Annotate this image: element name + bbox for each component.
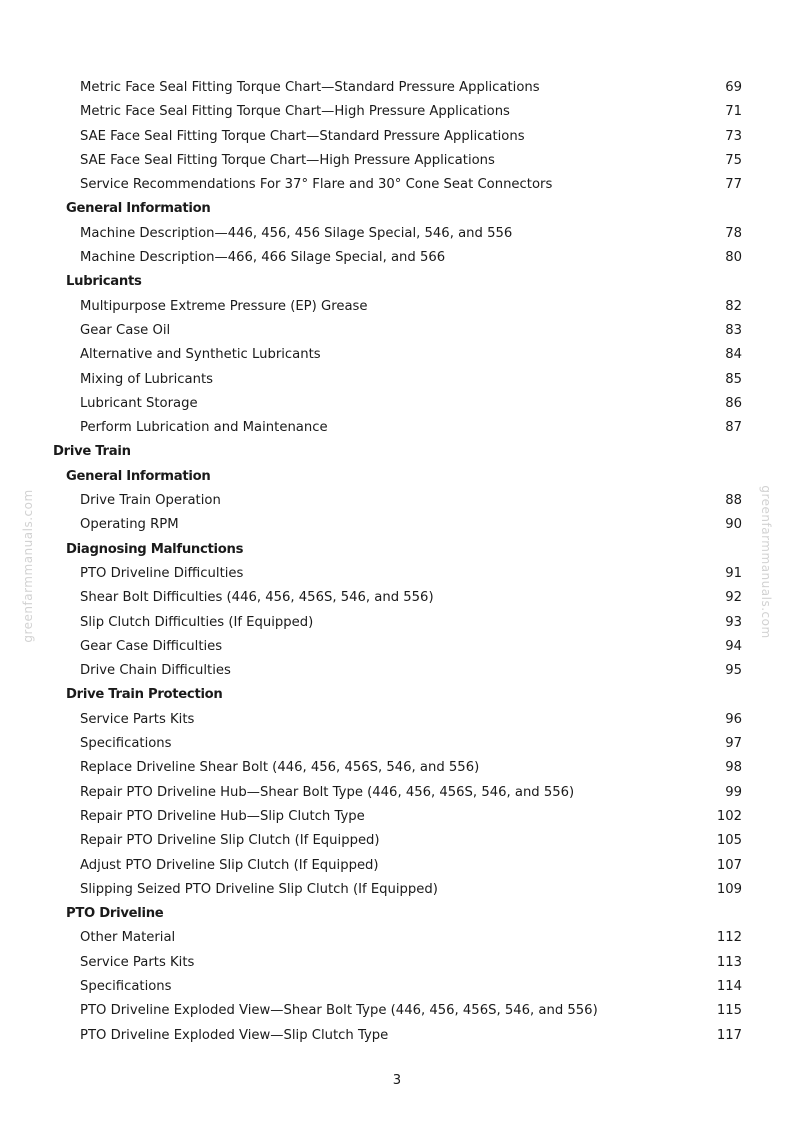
- toc-entry[interactable]: [0, 295, 794, 319]
- toc-entry-page: 102: [716, 808, 742, 824]
- toc-entry-title: Drive Train: [53, 444, 131, 460]
- toc-entry[interactable]: [0, 878, 794, 902]
- toc-entry-page: 112: [716, 930, 742, 946]
- toc-entry-title: Operating RPM: [80, 517, 179, 533]
- toc-entry-title: General Information: [66, 201, 211, 217]
- toc-entry[interactable]: [0, 586, 794, 610]
- toc-entry[interactable]: [0, 756, 794, 780]
- toc-entry[interactable]: [0, 562, 794, 586]
- table-of-contents: [0, 76, 794, 1048]
- toc-entry-title: Drive Train Operation: [80, 493, 221, 509]
- toc-entry[interactable]: [0, 222, 794, 246]
- toc-entry-page: 71: [725, 104, 742, 120]
- toc-entry[interactable]: [0, 100, 794, 124]
- toc-entry[interactable]: [0, 999, 794, 1023]
- toc-entry-title: Shear Bolt Difficulties (446, 456, 456S, 546, and 556): [80, 590, 434, 606]
- toc-entry-page: 83: [725, 322, 742, 338]
- toc-entry-title: Diagnosing Malfunctions: [66, 541, 244, 557]
- toc-entry[interactable]: [0, 805, 794, 829]
- toc-entry-title: PTO Driveline Difficulties: [80, 565, 244, 581]
- toc-entry[interactable]: [0, 149, 794, 173]
- toc-entry-page: 93: [725, 614, 742, 630]
- toc-entry-page: 117: [716, 1027, 742, 1043]
- toc-entry-page: 99: [725, 784, 742, 800]
- toc-entry-page: 78: [725, 225, 742, 241]
- toc-entry-title: Machine Description—446, 456, 456 Silage Special, 546, and 556: [80, 225, 513, 241]
- toc-entry-page: 92: [725, 590, 742, 606]
- toc-entry[interactable]: [0, 781, 794, 805]
- toc-entry-page: 86: [725, 395, 742, 411]
- toc-entry-page: 114: [716, 978, 742, 994]
- toc-entry[interactable]: [0, 368, 794, 392]
- toc-entry-page: 90: [725, 517, 742, 533]
- toc-entry-page: 88: [725, 493, 742, 509]
- watermark-right: greenfarmmanuals.com: [759, 485, 773, 639]
- toc-entry-title: Service Recommendations For 37° Flare and 30° Cone Seat Connectors: [80, 177, 553, 193]
- toc-entry-title: Drive Chain Difficulties: [80, 663, 231, 679]
- toc-entry-title: Repair PTO Driveline Hub—Shear Bolt Type (446, 456, 456S, 546, and 556): [80, 784, 575, 800]
- toc-entry[interactable]: [0, 854, 794, 878]
- toc-entry[interactable]: [0, 392, 794, 416]
- toc-section-heading[interactable]: [0, 465, 794, 489]
- toc-entry-page: 73: [725, 128, 742, 144]
- toc-entry-page: 75: [725, 152, 742, 168]
- toc-entry[interactable]: [0, 246, 794, 270]
- toc-entry-title: SAE Face Seal Fitting Torque Chart—Standard Pressure Applications: [80, 128, 525, 144]
- toc-entry-page: 77: [725, 177, 742, 193]
- toc-entry-title: Replace Driveline Shear Bolt (446, 456, 456S, 546, and 556): [80, 760, 480, 776]
- toc-entry-title: Lubricant Storage: [80, 395, 198, 411]
- toc-entry-page: 107: [716, 857, 742, 873]
- toc-entry-title: SAE Face Seal Fitting Torque Chart—High Pressure Applications: [80, 152, 495, 168]
- toc-entry-title: Perform Lubrication and Maintenance: [80, 420, 328, 436]
- toc-entry-page: 91: [725, 565, 742, 581]
- toc-entry-page: 94: [725, 638, 742, 654]
- toc-entry[interactable]: [0, 951, 794, 975]
- toc-entry-page: 115: [716, 1003, 742, 1019]
- toc-entry-page: 80: [725, 250, 742, 266]
- toc-entry-title: Metric Face Seal Fitting Torque Chart—High Pressure Applications: [80, 104, 510, 120]
- toc-entry-title: Adjust PTO Driveline Slip Clutch (If Equipped): [80, 857, 379, 873]
- toc-section-heading[interactable]: [0, 538, 794, 562]
- toc-entry-title: Drive Train Protection: [66, 687, 223, 703]
- watermark-left: greenfarmmanuals.com: [21, 489, 35, 643]
- toc-entry-title: Service Parts Kits: [80, 954, 195, 970]
- toc-entry[interactable]: [0, 708, 794, 732]
- toc-entry-page: 69: [725, 80, 742, 95]
- toc-entry[interactable]: [0, 732, 794, 756]
- toc-section-heading[interactable]: [0, 270, 794, 294]
- toc-entry-title: Slip Clutch Difficulties (If Equipped): [80, 614, 314, 630]
- toc-section-heading[interactable]: [0, 683, 794, 707]
- toc-entry[interactable]: [0, 416, 794, 440]
- toc-section-heading[interactable]: [0, 197, 794, 221]
- toc-entry[interactable]: [0, 975, 794, 999]
- toc-entry[interactable]: [0, 659, 794, 683]
- toc-entry-title: Lubricants: [66, 274, 142, 290]
- toc-entry-title: Multipurpose Extreme Pressure (EP) Grease: [80, 298, 368, 314]
- toc-entry[interactable]: [0, 343, 794, 367]
- toc-entry-title: Alternative and Synthetic Lubricants: [80, 347, 321, 363]
- toc-entry[interactable]: [0, 173, 794, 197]
- toc-entry[interactable]: [0, 76, 794, 100]
- toc-entry-page: 109: [716, 881, 742, 897]
- toc-entry-title: Slipping Seized PTO Driveline Slip Clutch (If Equipped): [80, 881, 438, 897]
- toc-entry[interactable]: [0, 125, 794, 149]
- toc-entry-title: Other Material: [80, 930, 176, 946]
- toc-entry-title: Specifications: [80, 978, 172, 994]
- page-number: 3: [392, 1073, 402, 1088]
- toc-entry-page: 82: [725, 298, 742, 314]
- toc-entry-title: Machine Description—466, 466 Silage Special, and 566: [80, 250, 446, 266]
- toc-entry[interactable]: [0, 829, 794, 853]
- toc-entry-title: Repair PTO Driveline Hub—Slip Clutch Type: [80, 808, 365, 824]
- toc-entry[interactable]: [0, 489, 794, 513]
- toc-entry-title: Service Parts Kits: [80, 711, 195, 727]
- toc-entry[interactable]: [0, 635, 794, 659]
- toc-section-heading[interactable]: [0, 902, 794, 926]
- toc-entry-title: Repair PTO Driveline Slip Clutch (If Equipped): [80, 833, 380, 849]
- toc-entry-page: 84: [725, 347, 742, 363]
- toc-entry[interactable]: [0, 611, 794, 635]
- toc-entry[interactable]: [0, 926, 794, 950]
- toc-entry-title: PTO Driveline: [66, 906, 164, 922]
- toc-entry-page: 105: [716, 833, 742, 849]
- toc-entry[interactable]: [0, 319, 794, 343]
- toc-entry-title: General Information: [66, 468, 211, 484]
- toc-entry-page: 98: [725, 760, 742, 776]
- toc-entry[interactable]: [0, 1024, 794, 1048]
- toc-entry-title: PTO Driveline Exploded View—Shear Bolt Type (446, 456, 456S, 546, and 556): [80, 1003, 598, 1019]
- toc-entry-page: 95: [725, 663, 742, 679]
- toc-entry-page: 97: [725, 736, 742, 752]
- toc-entry-title: Gear Case Oil: [80, 322, 171, 338]
- toc-entry[interactable]: [0, 513, 794, 537]
- toc-entry-title: Specifications: [80, 736, 172, 752]
- toc-entry-page: 85: [725, 371, 742, 387]
- toc-entry-title: Gear Case Difficulties: [80, 638, 223, 654]
- toc-entry-title: Metric Face Seal Fitting Torque Chart—Standard Pressure Applications: [80, 80, 540, 95]
- toc-entry-page: 87: [725, 420, 742, 436]
- toc-entry-title: PTO Driveline Exploded View—Slip Clutch Type: [80, 1027, 389, 1043]
- toc-entry-title: Mixing of Lubricants: [80, 371, 213, 387]
- toc-entry-page: 113: [716, 954, 742, 970]
- toc-section-heading[interactable]: [0, 440, 794, 464]
- toc-entry-page: 96: [725, 711, 742, 727]
